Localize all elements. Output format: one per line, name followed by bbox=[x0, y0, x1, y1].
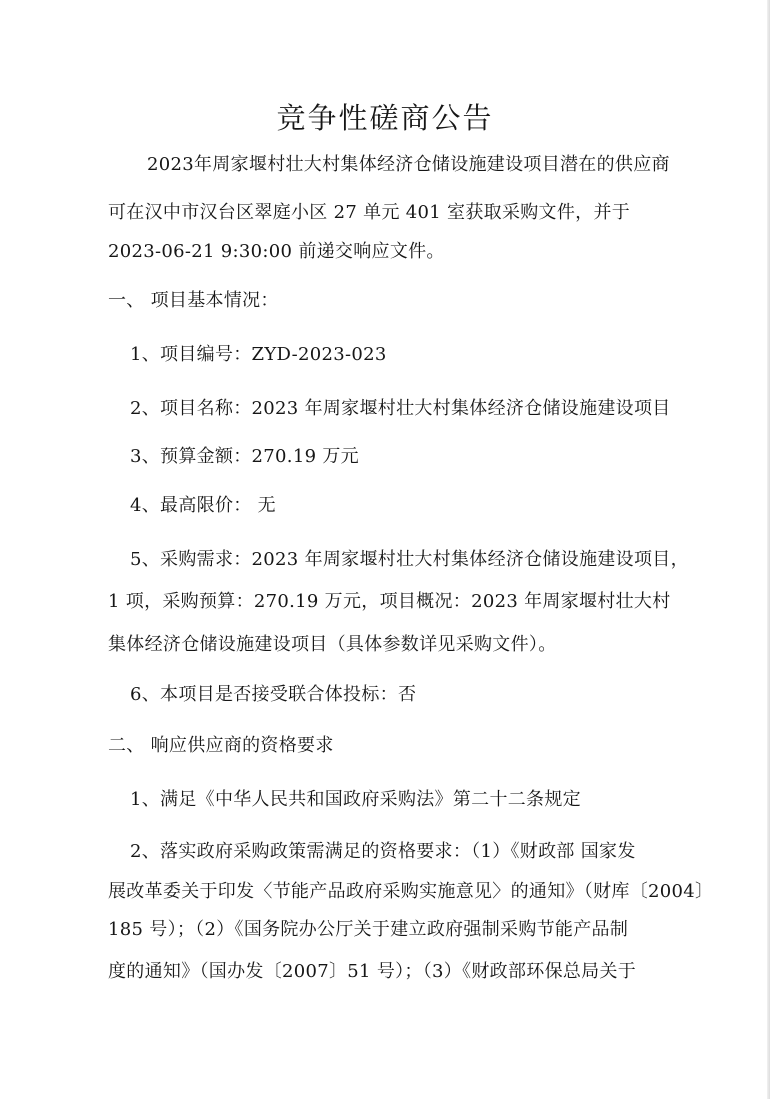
project-name: 2、项目名称：2023 年周家堰村壮大村集体经济仓储设施建设项目 bbox=[130, 398, 671, 419]
qualification-item-2-line-1: 2、落实政府采购政策需满足的资格要求：（1）《财政部 国家发 bbox=[130, 841, 636, 862]
procurement-need-line-2: 1 项，采购预算：270.19 万元，项目概况：2023 年周家堰村壮大村 bbox=[108, 591, 671, 612]
section1-heading: 一、 项目基本情况： bbox=[108, 290, 279, 311]
intro-line-1: 2023年周家堰村壮大村集体经济仓储设施建设项目潜在的供应商 bbox=[147, 154, 670, 175]
qualification-item-2-line-3: 185 号）；（2）《国务院办公厅关于建立政府强制采购节能产品制 bbox=[108, 919, 629, 940]
consortium-bid: 6、本项目是否接受联合体投标：否 bbox=[130, 684, 417, 705]
procurement-need-line-3: 集体经济仓储设施建设项目（具体参数详见采购文件）。 bbox=[108, 634, 557, 655]
qualification-item-2-line-2: 展改革委关于印发〈节能产品政府采购实施意见〉的通知》（财库〔2004〕 bbox=[108, 881, 714, 902]
qualification-item-2-line-4: 度的通知》（国办发〔2007〕51 号）；（3）《财政部环保总局关于 bbox=[108, 961, 637, 982]
qualification-item-1: 1、满足《中华人民共和国政府采购法》第二十二条规定 bbox=[130, 789, 581, 810]
project-number: 1、项目编号：ZYD-2023-023 bbox=[130, 344, 387, 365]
procurement-need-line-1: 5、采购需求：2023 年周家堰村壮大村集体经济仓储设施建设项目， bbox=[130, 549, 689, 570]
document-title: 竞争性磋商公告 bbox=[276, 101, 494, 135]
budget-amount: 3、预算金额：270.19 万元 bbox=[130, 446, 359, 467]
section2-heading: 二、 响应供应商的资格要求 bbox=[108, 735, 334, 756]
intro-line-2: 可在汉中市汉台区翠庭小区 27 单元 401 室获取采购文件，并于 bbox=[108, 202, 631, 223]
max-price: 4、最高限价： 无 bbox=[130, 495, 276, 516]
intro-line-3: 2023-06-21 9:30:00 前递交响应文件。 bbox=[108, 241, 445, 262]
